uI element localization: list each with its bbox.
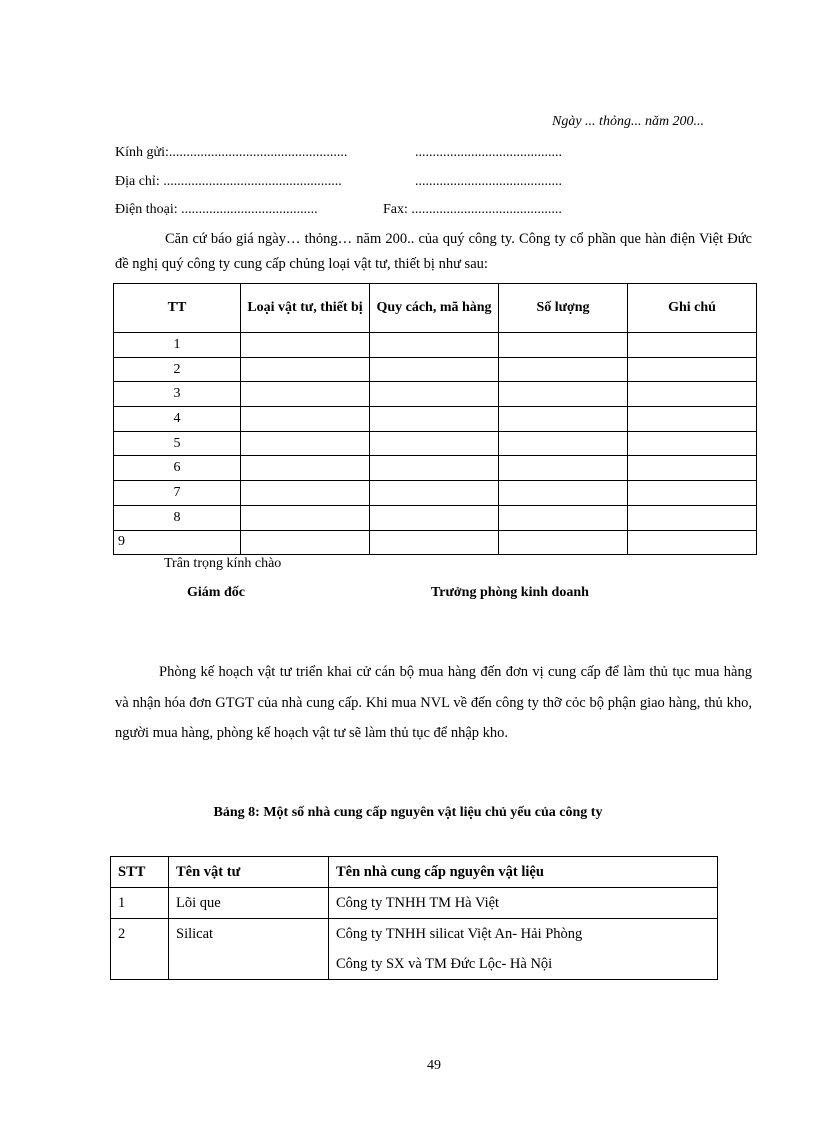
supplier-table bbox=[110, 856, 718, 980]
recipient-dots: .......................................... bbox=[415, 145, 562, 160]
row-number: 5 bbox=[114, 431, 241, 456]
row-number: 8 bbox=[114, 505, 241, 530]
request-intro bbox=[115, 227, 752, 277]
header-item: Loại vật tư, thiết bị bbox=[241, 284, 370, 333]
table-row bbox=[114, 481, 757, 506]
closing-text: Trân trọng kính chào bbox=[164, 556, 282, 571]
signature-director: Giám đốc bbox=[187, 585, 245, 600]
table-row bbox=[114, 333, 757, 358]
row-stt: 2 bbox=[111, 919, 169, 980]
table8-caption: Bảng 8: Một số nhà cung cấp nguyên vật liệu chủ yếu của công ty bbox=[213, 805, 603, 820]
address-line bbox=[115, 174, 562, 190]
header-spec: Quy cách, mã hàng bbox=[370, 284, 499, 333]
row-supplier: Công ty TNHH TM Hà Việt bbox=[329, 888, 718, 919]
fax-label: Fax: ........................................... bbox=[383, 202, 562, 217]
row-number: 1 bbox=[114, 333, 241, 358]
phone-line bbox=[115, 202, 562, 218]
row-number: 4 bbox=[114, 407, 241, 432]
request-intro-text: Căn cứ báo giá ngày… thỏng… năm 200.. của quý công ty. Công ty cổ phần que hàn điện Việt Đức đề nghị quý công ty cung cấp chủng loại vật tư, thiết bị như sau: bbox=[115, 231, 752, 272]
header-stt: STT bbox=[111, 857, 169, 888]
row-number: 2 bbox=[114, 357, 241, 382]
row-material: Lõi que bbox=[169, 888, 329, 919]
body-paragraph bbox=[115, 657, 752, 749]
row-number: 9 bbox=[114, 530, 241, 555]
request-table bbox=[113, 283, 757, 555]
row-stt: 1 bbox=[111, 888, 169, 919]
row-supplier: Công ty TNHH silicat Việt An- Hải Phòng bbox=[336, 926, 583, 942]
row-number: 7 bbox=[114, 481, 241, 506]
table-row bbox=[111, 919, 718, 980]
row-material: Silicat bbox=[169, 919, 329, 980]
phone-label: Điện thoại: ....................................... bbox=[115, 202, 318, 217]
table-row bbox=[114, 357, 757, 382]
signature-sales-manager: Trưởng phòng kinh doanh bbox=[431, 585, 589, 600]
request-table-header bbox=[114, 284, 757, 333]
row-suppliers bbox=[329, 919, 718, 980]
table-row bbox=[114, 456, 757, 481]
table-row bbox=[114, 382, 757, 407]
body-paragraph-text: Phòng kế hoạch vật tư triển khai cử cán bộ mua hàng đến đơn vị cung cấp để làm thủ tục mua hàng và nhận hóa đơn GTGT của nhà cung cấp. Khi mua NVL về đến công ty thỡ cỏc bộ phận giao hàng, thủ kho, người mua hàng, phòng kế hoạch vật tư sẽ làm thủ tục để nhập kho. bbox=[115, 664, 752, 741]
table-row bbox=[114, 505, 757, 530]
header-supplier: Tên nhà cung cấp nguyên vật liệu bbox=[329, 857, 718, 888]
address-label: Địa chỉ: ................................................... bbox=[115, 174, 342, 189]
row-number: 3 bbox=[114, 382, 241, 407]
table-row bbox=[114, 530, 757, 555]
row-supplier: Công ty SX và TM Đức Lộc- Hà Nội bbox=[336, 956, 553, 972]
recipient-line bbox=[115, 145, 562, 161]
table-row bbox=[114, 407, 757, 432]
header-quantity: Số lượng bbox=[499, 284, 628, 333]
row-number: 6 bbox=[114, 456, 241, 481]
page-number: 49 bbox=[427, 1058, 441, 1073]
table-row bbox=[114, 431, 757, 456]
recipient-label: Kính gửi:................................................... bbox=[115, 145, 348, 160]
header-tt: TT bbox=[114, 284, 241, 333]
header-material: Tên vật tư bbox=[169, 857, 329, 888]
address-dots: .......................................... bbox=[415, 174, 562, 189]
header-note: Ghi chú bbox=[628, 284, 757, 333]
table-row bbox=[111, 888, 718, 919]
supplier-table-header bbox=[111, 857, 718, 888]
date-line: Ngày ... thỏng... năm 200... bbox=[552, 114, 705, 129]
